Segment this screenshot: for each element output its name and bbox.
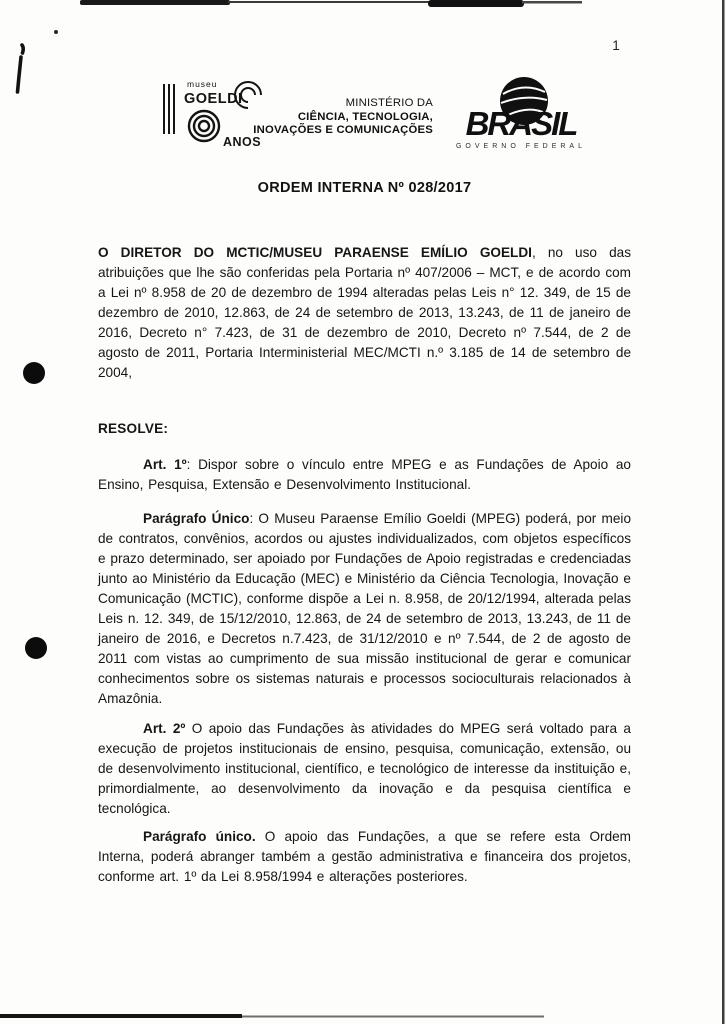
bottom-edge-scan-mark — [0, 1014, 242, 1018]
brasil-governo-federal-logo — [450, 74, 592, 154]
article-1-paragraph — [98, 455, 631, 495]
sole-paragraph-2-text: O apoio das Fundações, a que se refere esta Ordem Interna, poderá abranger também a gestão administrativa e financeira dos projetos, conforme art. 1º da Lei 8.958/1994 e alterações posteriores. — [98, 829, 632, 884]
pen-mark — [18, 45, 24, 92]
numeral-one-bars — [164, 84, 174, 134]
top-edge-scan-line-2 — [522, 1, 582, 4]
opening-paragraph — [98, 243, 631, 383]
right-edge-scan-line — [722, 0, 725, 1024]
sole-paragraph-2-lead: Parágrafo único. — [143, 829, 256, 844]
ink-dot — [54, 30, 58, 34]
ministry-line-3: INOVAÇÕES E COMUNICAÇÕES — [253, 124, 433, 136]
article-2-text: O apoio das Fundações às atividades do MPEG será voltado para a execução de projetos institucionais de ensino, pesquisa, comunicação, extensão, ou de desenvolvimento institucional, científico, e tecnológico de interesse da instituição e, primordialmente, ao desenvolvimento da inovação e da pesquisa científica e tecnológica. — [98, 721, 631, 816]
resolve-heading: RESOLVE: — [98, 421, 169, 436]
article-1-lead: Art. 1º — [143, 457, 187, 472]
anos-label: ANOS — [223, 135, 262, 149]
top-edge-scan-mark — [80, 0, 230, 5]
top-edge-scan-blob — [428, 0, 524, 7]
hole-punch-top — [23, 362, 45, 384]
document-title: ORDEM INTERNA Nº 028/2017 — [257, 180, 472, 196]
ministry-line-1: MINISTÉRIO DA — [345, 97, 433, 109]
sole-paragraph-1-lead: Parágrafo Único — [143, 511, 250, 526]
article-1-text: : Dispor sobre o vínculo entre MPEG e as Fundações de Apoio ao Ensino, Pesquisa, Extensão e Desenvolvimento Institucional. — [98, 457, 631, 492]
hole-punch-bottom — [25, 637, 47, 659]
governo-federal-label: GOVERNO FEDERAL — [455, 143, 587, 150]
sole-paragraph-1-text: : O Museu Paraense Emílio Goeldi (MPEG) poderá, por meio de contratos, convênios, acordos ou ajustes individualizados, com objetos específicos e prazo determinado, ser apoiado por Fundações de Apoio registradas e credenciadas junto ao Ministério da Educação (MEC) e Ministério da Ciência Tecnologia, Inovação e Comunicação (MCTIC), conforme dispõe a Lei n. 8.958, de 20/12/1994, alterada pelas Leis n. 12. 349, de 15/12/2010, 12.863, de 24 de setembro de 2013, 13.243, de 11 de janeiro de 2016, e Decretos n.7.423, de 31/12/2010 e nº 7.544, de 2 de agosto de 2011 com vistas ao cumprimento de sua missão institucional de gerar e comunicar conhecimentos sobre os sistemas naturais e processos socioculturais relacionados à Amazônia. — [98, 511, 632, 706]
sole-paragraph-1 — [98, 509, 631, 709]
ministry-name — [253, 97, 433, 138]
top-edge-scan-line — [228, 1, 430, 3]
zero-spiral-icon — [189, 111, 219, 141]
article-2-paragraph — [98, 719, 631, 819]
ministry-line-2: CIÊNCIA, TECNOLOGIA, — [297, 110, 433, 123]
opening-paragraph-lead: O DIRETOR DO MCTIC/MUSEU PARAENSE EMÍLIO GOELDI — [98, 245, 532, 260]
brasil-wordmark: BRASIL — [465, 105, 577, 142]
museu-label: museu — [187, 79, 218, 89]
opening-paragraph-text: , no uso das atribuições que lhe são conferidas pela Portaria nº 407/2006 – MCT, e de acordo com a Lei nº 8.958 de 20 de dezembro de 1994 alteradas pelas Leis n° 12. 349, de 15 de dezembro de 2010, 12.863, de 24 de setembro de 2013, 13.243, de 11 de janeiro de 2016, Decreto n° 7.423, de 31 de dezembro de 2010, Decreto nº 7.544, de 2 de agosto de 2011, Portaria Interministerial MEC/MCTI n.º 3.185 de 14 de setembro de 2004, — [98, 245, 632, 380]
goeldi-label: GOELDI — [184, 91, 243, 107]
page-number: 1 — [612, 38, 620, 53]
sole-paragraph-2 — [98, 827, 631, 887]
bottom-edge-scan-line — [242, 1016, 544, 1018]
document-body — [98, 243, 631, 923]
article-2-lead: Art. 2º — [143, 721, 186, 736]
